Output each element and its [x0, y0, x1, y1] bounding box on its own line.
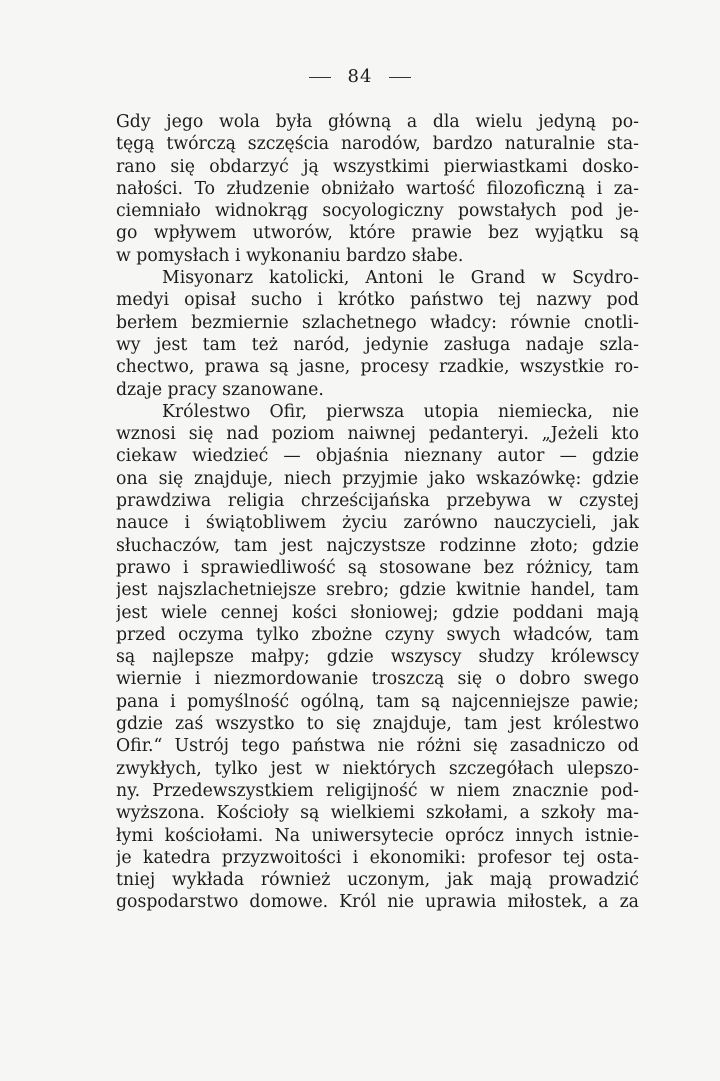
text-line: rano się obdarzyć ją wszystkimi pierwiastkami dosko-: [116, 156, 639, 177]
text-line: są najlepsze małpy; gdzie wszyscy słudzy królewscy: [116, 647, 639, 668]
text-line: Królestwo Ofir, pierwsza utopia niemiecka, nie: [162, 401, 639, 422]
text-line: wy jest tam też naród, jedynie zasługa nadaje szla-: [116, 334, 639, 355]
text-line: jest wiele cennej kości słoniowej; gdzie poddani mają: [116, 602, 639, 623]
text-line: Misyonarz katolicki, Antoni le Grand w Scydro-: [162, 268, 639, 289]
text-line: nauce i świątobliwem życiu zarówno nauczycieli, jak: [116, 513, 639, 534]
page-number: 84: [347, 66, 373, 87]
text-line: nałości. To złudzenie obniżało wartość filozoficzną i za-: [116, 178, 639, 199]
paragraph-3: [116, 401, 639, 914]
text-line: wyższona. Kościoły są wielkiemi szkołami, a szkoły ma-: [116, 803, 639, 824]
text-line: słuchaczów, tam jest najczystsze rodzinne złoto; gdzie: [116, 535, 639, 556]
text-line: Ofir.“ Ustrój tego państwa nie różni się zasadniczo od: [116, 736, 639, 757]
paragraph-2: [116, 267, 639, 401]
header-dash-right: [389, 77, 411, 78]
text-line: medyi opisał sucho i krótko państwo tej nazwy pod: [116, 290, 639, 311]
text-line: je katedra przyzwoitości i ekonomiki: profesor tej osta-: [116, 847, 639, 868]
text-line: łymi kościołami. Na uniwersytecie oprócz innych istnie-: [116, 825, 639, 846]
text-line: chectwo, prawa są jasne, procesy rzadkie, wszystkie ro-: [116, 357, 639, 378]
page-header: [0, 66, 720, 87]
body-text: [116, 111, 639, 914]
text-line: pana i pomyślność ogólną, tam są najcenniejsze pawie;: [116, 691, 639, 712]
text-line: dzaje pracy szanowane.: [116, 379, 324, 400]
text-line: gospodarstwo domowe. Król nie uprawia miłostek, a za: [116, 892, 639, 913]
paragraph-1: [116, 111, 639, 267]
header-dash-left: [309, 77, 331, 78]
text-line: go wpływem utworów, które prawie bez wyjątku są: [116, 223, 639, 244]
text-line: ciemniało widnokrąg socyologiczny powstałych pod je-: [116, 201, 639, 222]
text-line: wznosi się nad poziom naiwnej pedanteryi. „Jeżeli kto: [116, 424, 639, 445]
text-line: tniej wykłada również uczonym, jak mają prowadzić: [116, 870, 639, 891]
text-line: ona się znajduje, niech przyjmie jako wskazówkę: gdzie: [116, 468, 639, 489]
text-line: zwykłych, tylko jest w niektórych szczegółach ulepszo-: [116, 758, 639, 779]
text-line: w pomysłach i wykonaniu bardzo słabe.: [116, 245, 464, 266]
text-line: wiernie i niezmordowanie troszczą się o dobro swego: [116, 669, 639, 690]
text-line: berłem bezmiernie szlachetnego władcy: równie cnotli-: [116, 312, 639, 333]
text-line: ciekaw wiedzieć — objaśnia nieznany autor — gdzie: [116, 446, 639, 467]
text-line: Gdy jego wola była główną a dla wielu jedyną po-: [116, 112, 639, 132]
text-line: przed oczyma tylko zbożne czyny swych władców, tam: [116, 624, 639, 645]
text-line: gdzie zaś wszystko to się znajduje, tam jest królestwo: [116, 714, 639, 735]
text-line: prawdziwa religia chrześcijańska przebywa w czystej: [116, 491, 639, 512]
text-line: prawo i sprawiedliwość są stosowane bez różnicy, tam: [116, 557, 639, 578]
text-line: tęgą twórczą szczęścia narodów, bardzo naturalnie sta-: [116, 134, 639, 155]
text-line: ny. Przedewszystkiem religijność w niem znacznie pod-: [116, 780, 639, 801]
text-line: jest najszlachetniejsze srebro; gdzie kwitnie handel, tam: [116, 580, 639, 601]
